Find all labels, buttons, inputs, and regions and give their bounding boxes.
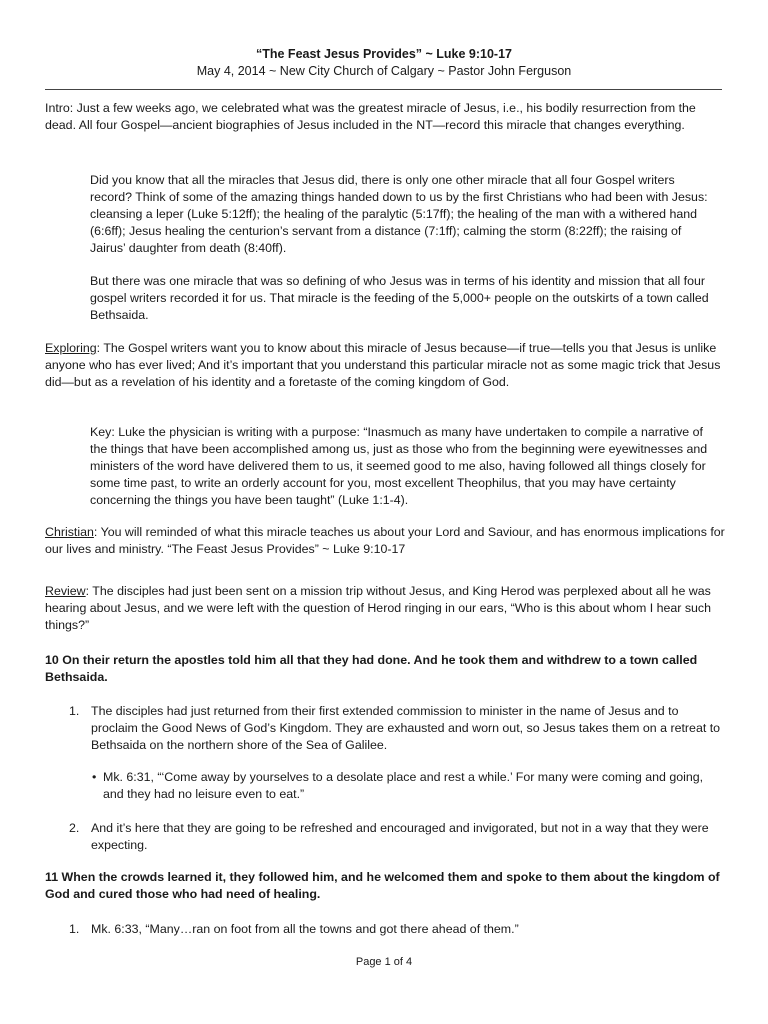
intro-paragraph: Intro: Just a few weeks ago, we celebrated what was the greatest miracle of Jesus, i.e., his bodily resurrection from the dead. All four Gospel—ancient biographies of Jesus included in the NT—record this miracle that changes everything. [45,101,696,132]
review-text: : The disciples had just been sent on a mission trip without Jesus, and King Herod was perplexed about all he was hearing about Jesus, and we were left with the question of Herod ringing in our ears, “Who is this about whom I hear such things?” [45,584,712,632]
list-number: 1. [69,922,80,936]
defining-miracle-paragraph: But there was one miracle that was so defining of who Jesus was in terms of his identity and mission that all four gospel writers recorded it for us. That miracle is the feeding of the 5,000+ people on the outskirts of a town called Bethsaida. [90,274,709,322]
bullet-mark: • [92,770,97,784]
list-number: 1. [69,704,80,718]
document-subtitle: May 4, 2014 ~ New City Church of Calgary ~ Pastor John Ferguson [196,64,572,78]
list-item: And it’s here that they are going to be refreshed and encouraged and invigorated, but not in a way that they were expecting. [91,821,709,852]
header-divider [45,89,722,90]
document-title: “The Feast Jesus Provides” ~ Luke 9:10-17 [255,47,513,61]
christian-label: Christian [45,525,94,539]
miracles-paragraph: Did you know that all the miracles that Jesus did, there is only one other miracle that all four Gospel writers record? Think of some of the amazing things handed down to us by the first Christians who had been with Jesus: cleansing a leper (Luke 5:12ff); the healing of the paralytic (5:17ff); the healing of the man with a withered hand (6:6ff); Jesus healing the centurion’s servant from a distance (7:1ff); calming the storm (8:22ff); the raising of Jairus’ daughter from death (8:40ff). [90,173,708,255]
list-item: Mk. 6:33, “Many…ran on foot from all the towns and got there ahead of them.” [91,922,519,936]
christian-text: : You will reminded of what this miracle teaches us about your Lord and Saviour, and has enormous implications for our lives and ministry. “The Feast Jesus Provides” ~ Luke 9:10-17 [45,525,725,556]
bullet-item: Mk. 6:31, “‘Come away by yourselves to a desolate place and rest a while.’ For many were coming and going, and they had no leisure even to eat.” [103,770,704,801]
exploring-label: Exploring [45,341,97,355]
list-number: 2. [69,821,80,835]
christian-paragraph [45,524,725,558]
key-paragraph: Key: Luke the physician is writing with a purpose: “Inasmuch as many have undertaken to compile a narrative of the things that have been accomplished among us, just as those who from the beginning were eyewitnesses and ministers of the word have delivered them to us, it seemed good to me also, having followed all things closely for some time past, to write an orderly account for you, most excellent Theophilus, that you may have certainty concerning the things you have been taught” (Luke 1:1-4). [90,425,708,507]
verse-10-heading: 10 On their return the apostles told him all that they had done. And he took them and withdrew to a town called Bethsaida. [45,653,698,684]
review-label: Review [45,584,86,598]
list-item: The disciples had just returned from their first extended commission to minister in the name of Jesus and to proclaim the Good News of God’s Kingdom. They are exhausted and worn out, so Jesus takes them on a retreat to Bethsaida on the northern shore of the Sea of Galilee. [91,704,721,752]
exploring-paragraph [45,340,725,391]
page-number: Page 1 of 4 [355,956,413,968]
verse-11-heading: 11 When the crowds learned it, they followed him, and he welcomed them and spoke to them about the kingdom of God and cured those who had need of healing. [45,870,720,901]
exploring-text: : The Gospel writers want you to know about this miracle of Jesus because—if true—tells you that Jesus is unlike anyone who has ever lived; And it’s important that you understand this particular miracle not as some magic trick that Jesus did—but as a revelation of his identity and a foretaste of the coming kingdom of God. [45,341,721,389]
review-paragraph [45,583,725,634]
